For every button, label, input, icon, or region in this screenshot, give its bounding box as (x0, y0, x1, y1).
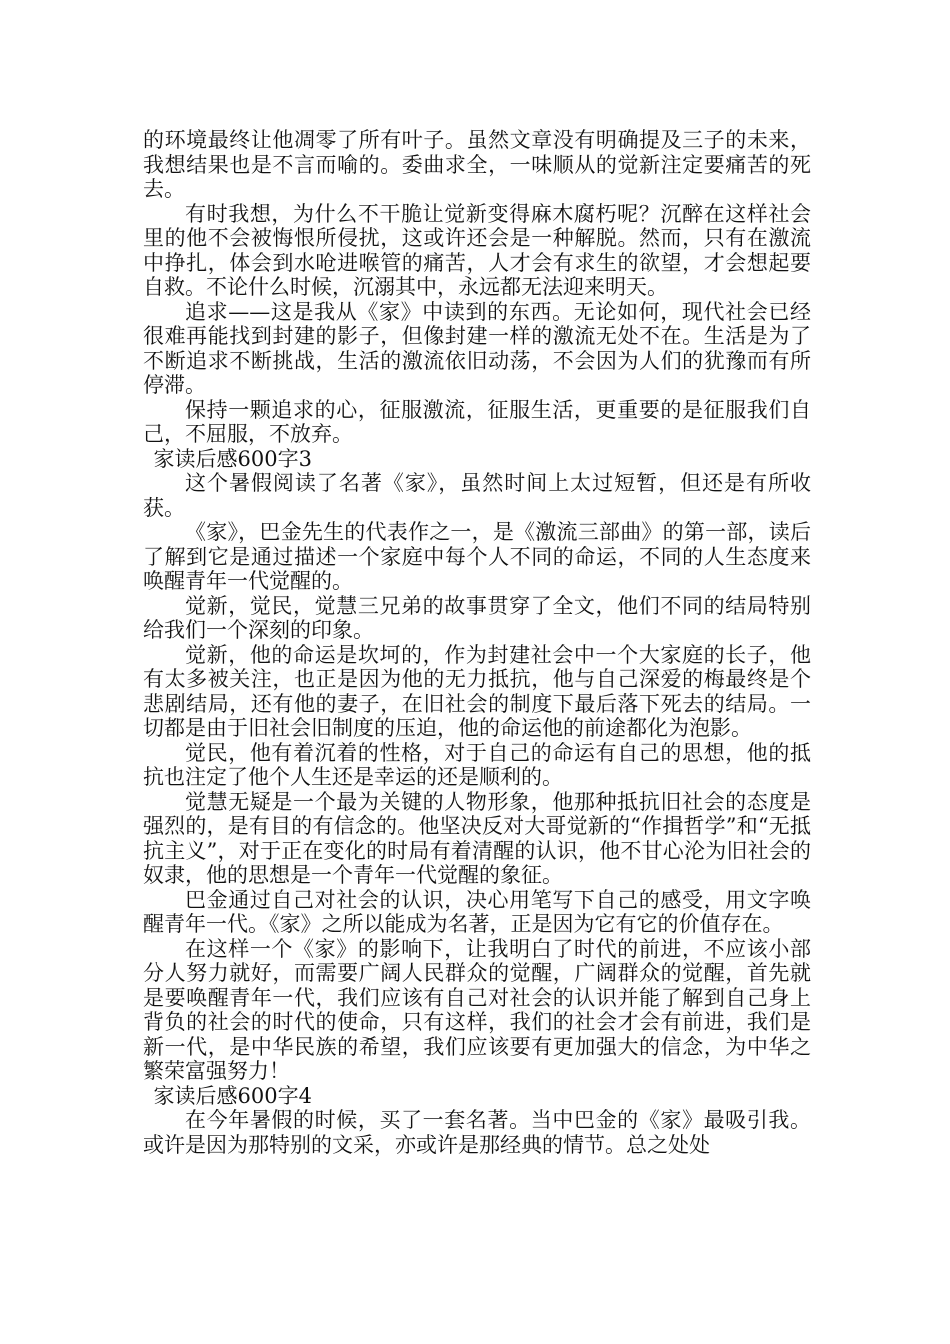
paragraph: 有时我想，为什么不干脆让觉新变得麻木腐朽呢？沉醉在这样社会里的他不会被悔恨所侵扰，这或许还会是一种解脱。然而，只有在激流中挣扎，体会到水呛进喉管的痛苦，人才会有求生的欲望，才会想起要自救。不论什么时候，沉溺其中，永远都无法迎来明天。 (143, 201, 811, 299)
paragraph: 在今年暑假的时候，买了一套名著。当中巴金的《家》最吸引我。或许是因为那特别的文采，亦或许是那经典的情节。总之处处 (143, 1108, 811, 1157)
paragraph: 觉民，他有着沉着的性格，对于自己的命运有自己的思想，他的抵抗也注定了他个人生还是幸运的还是顺利的。 (143, 740, 811, 789)
paragraph: 觉新，觉民，觉慧三兄弟的故事贯穿了全文，他们不同的结局特别给我们一个深刻的印象。 (143, 593, 811, 642)
paragraph: 觉新，他的命运是坎坷的，作为封建社会中一个大家庭的长子，他有太多被关注，也正是因为他的无力抵抗，他与自己深爱的梅最终是个悲剧结局，还有他的妻子，在旧社会的制度下最后落下死去的结局。一切都是由于旧社会旧制度的压迫，他的命运他的前途都化为泡影。 (143, 642, 811, 740)
paragraph: 巴金通过自己对社会的认识，决心用笔写下自己的感受，用文字唤醒青年一代。《家》之所以能成为名著，正是因为它有它的价值存在。 (143, 887, 811, 936)
section-heading: 家读后感600字3 (153, 446, 312, 471)
paragraph: 保持一颗追求的心，征服激流，征服生活，更重要的是征服我们自己，不屈服，不放弃。 (143, 397, 811, 446)
section-heading: 家读后感600字4 (153, 1083, 312, 1108)
paragraph: 这个暑假阅读了名著《家》，虽然时间上太过短暂，但还是有所收获。 (143, 471, 811, 520)
paragraph: 觉慧无疑是一个最为关键的人物形象，他那种抵抗旧社会的态度是强烈的，是有目的有信念的。他坚决反对大哥觉新的“作揖哲学”和“无抵抗主义”，对于正在变化的时局有着清醒的认识，他不甘心沦为旧社会的奴隶，他的思想是一个青年一代觉醒的象征。 (143, 789, 811, 887)
document-body (143, 128, 811, 1157)
paragraph: 《家》，巴金先生的代表作之一，是《激流三部曲》的第一部，读后了解到它是通过描述一个家庭中每个人不同的命运，不同的人生态度来唤醒青年一代觉醒的。 (143, 520, 811, 593)
paragraph: 在这样一个《家》的影响下，让我明白了时代的前进，不应该小部分人努力就好，而需要广阔人民群众的觉醒，广阔群众的觉醒，首先就是要唤醒青年一代，我们应该有自己对社会的认识并能了解到自己身上背负的社会的时代的使命，只有这样，我们的社会才会有前进，我们是新一代，是中华民族的希望，我们应该要有更加强大的信念，为中华之繁荣富强努力！ (143, 936, 811, 1083)
paragraph-continuation: 的环境最终让他凋零了所有叶子。虽然文章没有明确提及三子的未来，我想结果也是不言而喻的。委曲求全，一味顺从的觉新注定要痛苦的死去。 (143, 128, 811, 201)
paragraph: 追求——这是我从《家》中读到的东西。无论如何，现代社会已经很难再能找到封建的影子，但像封建一样的激流无处不在。生活是为了不断追求不断挑战，生活的激流依旧动荡，不会因为人们的犹豫而有所停滞。 (143, 299, 811, 397)
